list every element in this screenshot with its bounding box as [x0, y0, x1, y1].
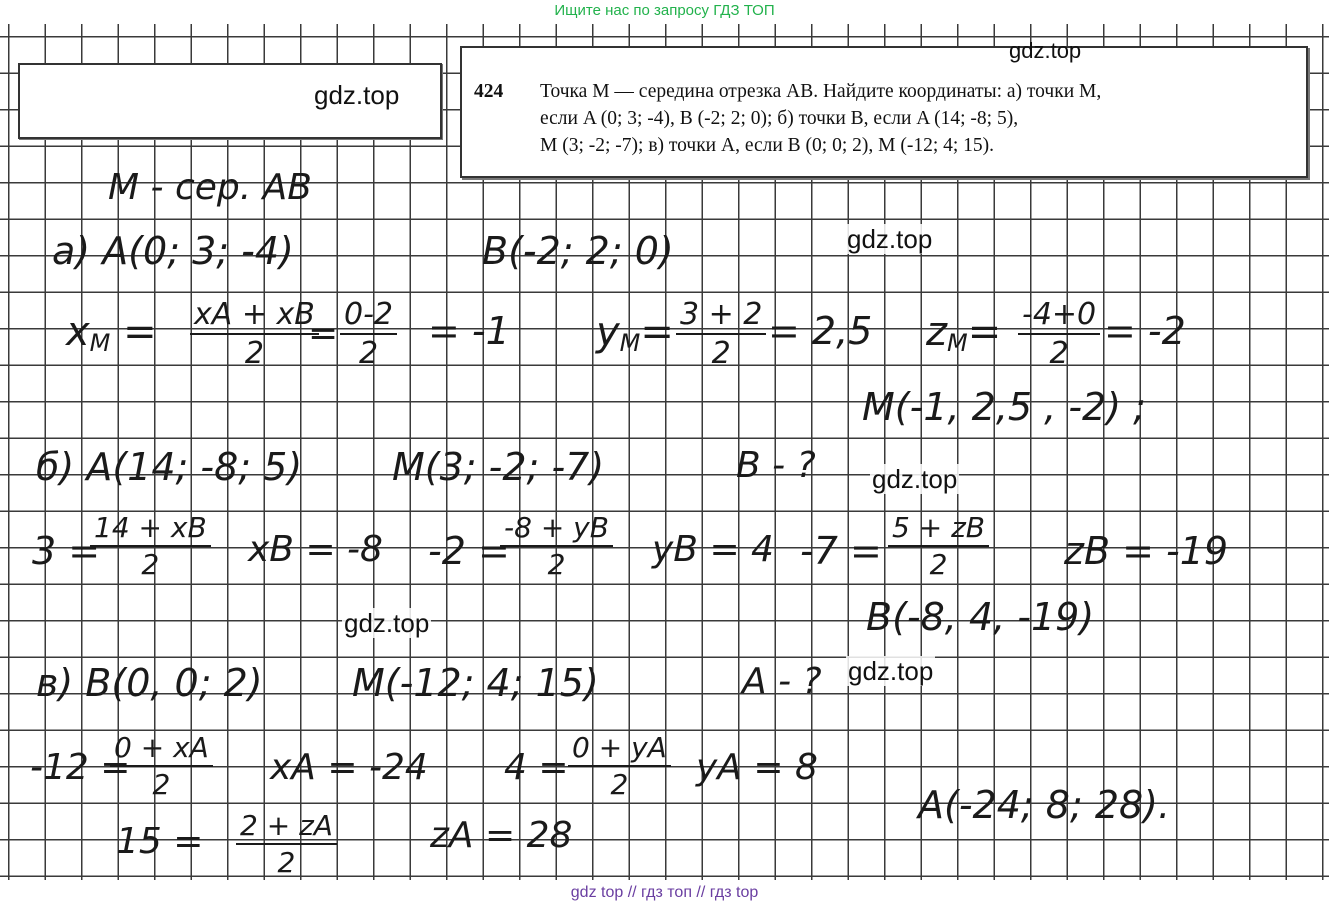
a-x-lhs: $x_M$ =	[66, 309, 157, 357]
c-x-lhs: -12 =	[30, 747, 131, 788]
task-text-2: если A (0; 3; -4), B (-2; 2; 0); б) точки B, если A (14; -8; 5),	[540, 108, 1019, 129]
a-given-b: B(-2; 2; 0)	[482, 229, 674, 273]
b-x-result: xB = -8	[248, 529, 383, 570]
a-y-result: = 2,5	[768, 309, 873, 353]
b-find: B - ?	[736, 445, 816, 486]
task-statement	[460, 46, 1308, 178]
task-number: 424	[474, 81, 504, 102]
watermark-6: gdz.top	[848, 656, 934, 686]
b-y-result: yB = 4	[652, 529, 774, 570]
solution-header: M - сер. AB	[108, 167, 312, 208]
top-banner[interactable]: Ищите нас по запросу ГДЗ ТОП	[554, 2, 775, 19]
b-x-lhs: 3 =	[32, 529, 101, 573]
watermark-2: gdz.top	[1009, 38, 1082, 63]
c-z-fraction: $\frac{2 + zA}{2}$	[236, 812, 337, 877]
c-y-lhs: 4 =	[504, 747, 569, 788]
a-y-lhs: $y_M=$	[596, 309, 674, 357]
task-line-2	[474, 105, 1296, 132]
watermark-5: gdz.top	[344, 608, 430, 638]
c-given-m: M(-12; 4; 15)	[352, 661, 599, 705]
a-z-result: = -2	[1104, 309, 1186, 353]
a-answer: M(-1, 2,5 , -2) ;	[862, 385, 1146, 429]
c-y-result: yA = 8	[696, 747, 818, 788]
task-text-3: M (3; -2; -7); в) точки A, если B (0; 0; 2), M (-12; 4; 15).	[540, 135, 995, 156]
a-x-fraction: $\frac{xA + xB}{2}$	[190, 300, 319, 369]
b-z-fraction: $\frac{5 + zB}{2}$	[888, 514, 989, 579]
b-given-a: б) A(14; -8; 5)	[36, 445, 303, 489]
watermark-4: gdz.top	[872, 464, 958, 494]
task-line-1	[474, 78, 1296, 105]
b-y-fraction: $\frac{-8 + yB}{2}$	[500, 514, 613, 579]
c-y-fraction: $\frac{0 + yA}{2}$	[568, 734, 671, 799]
a-z-fraction: $\frac{-4+0}{2}$	[1018, 300, 1100, 369]
b-given-m: M(3; -2; -7)	[392, 445, 605, 489]
task-line-3	[474, 132, 1296, 159]
watermark-1: gdz.top	[314, 80, 400, 110]
c-z-lhs: 15 =	[116, 821, 204, 862]
watermark-3: gdz.top	[847, 224, 933, 254]
c-answer: A(-24; 8; 28).	[918, 783, 1171, 827]
a-z-lhs: $z_M=$	[926, 309, 1002, 357]
a-x-fraction-2: $\frac{0-2}{2}$	[340, 300, 397, 369]
a-y-fraction: $\frac{3 + 2}{2}$	[676, 300, 766, 369]
task-text-1: Точка M — середина отрезка AB. Найдите координаты: а) точки M,	[540, 81, 1102, 102]
b-answer: B(-8, 4, -19)	[866, 595, 1095, 639]
c-find: A - ?	[742, 661, 822, 702]
c-given-b: в) B(0, 0; 2)	[36, 661, 263, 705]
b-x-fraction: $\frac{14 + xB}{2}$	[90, 514, 211, 579]
c-z-result: zA = 28	[430, 815, 573, 856]
a-given-a: а) A(0; 3; -4)	[52, 229, 294, 273]
c-x-fraction: $\frac{0 + xA}{2}$	[110, 734, 213, 799]
a-x-result: = -1	[428, 309, 510, 353]
b-z-result: zB = -19	[1064, 529, 1229, 573]
bottom-banner[interactable]: gdz top // гдз топ // гдз top	[570, 884, 759, 901]
b-y-lhs: -2 =	[428, 529, 510, 573]
c-x-result: xA = -24	[270, 747, 428, 788]
b-z-lhs: -7 =	[800, 529, 882, 573]
a-x-eq2: =	[308, 313, 339, 354]
